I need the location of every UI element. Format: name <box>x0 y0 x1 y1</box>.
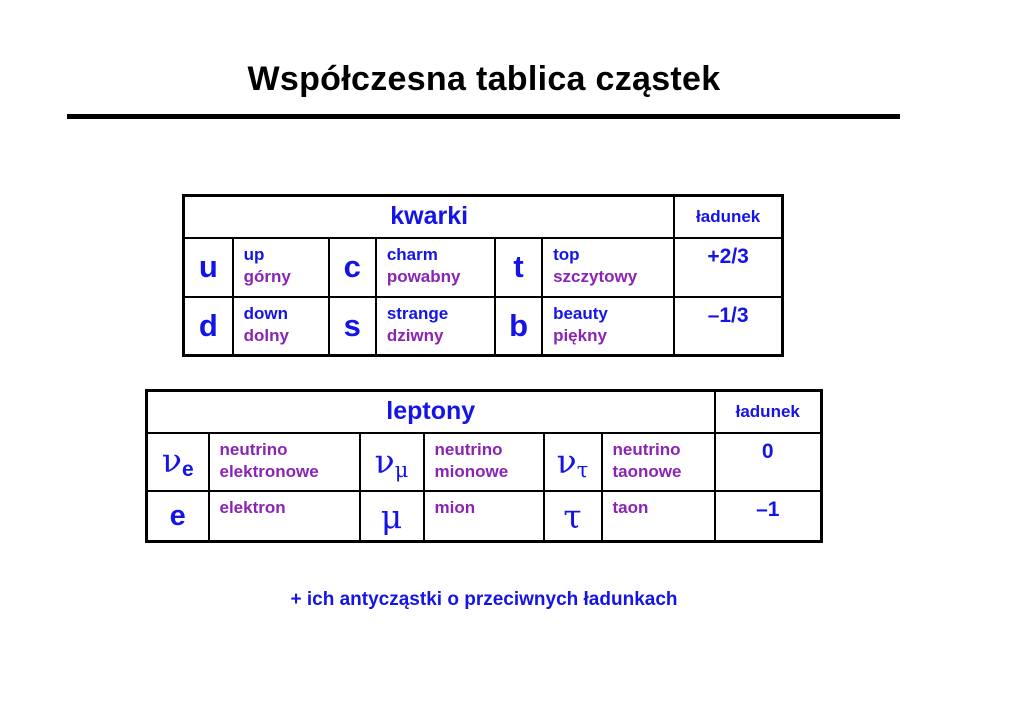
tau-neutrino-name <box>602 433 715 491</box>
antiparticles-note: + ich antycząstki o przeciwnych ładunkach <box>290 589 678 610</box>
nu-symbol: ν <box>556 441 577 481</box>
quark-name-en: down <box>243 303 288 323</box>
muon-neutrino-name <box>424 433 544 491</box>
quark-symbol-top: t <box>495 238 542 297</box>
quark-names-beauty <box>542 297 674 356</box>
symbol-subscript: μ <box>394 457 409 482</box>
neutrino-charge: 0 <box>715 433 822 491</box>
quark-names-strange <box>376 297 495 356</box>
quark-symbol-up: u <box>184 238 233 297</box>
nu-symbol: ν <box>161 441 182 481</box>
muon-neutrino-symbol <box>360 433 424 491</box>
quark-symbol-down: d <box>184 297 233 356</box>
quarks-header: kwarki <box>184 196 675 238</box>
quark-symbol-charm: c <box>329 238 376 297</box>
quark-name-en: top <box>553 244 580 264</box>
quark-names-down <box>233 297 329 356</box>
leptons-header: leptony <box>147 391 715 433</box>
lepton-name-line: mion <box>434 498 476 518</box>
quark-names-charm <box>376 238 495 297</box>
tau-symbol: τ <box>544 491 602 541</box>
electron-neutrino-name <box>209 433 360 491</box>
page-title: Współczesna tablica cząstek <box>247 60 721 98</box>
electron-name <box>209 491 360 541</box>
quark-name-pl: piękny <box>553 325 607 345</box>
quark-name-pl: szczytowy <box>553 266 638 286</box>
quark-name-en: strange <box>386 303 449 323</box>
quark-symbol-strange: s <box>329 297 376 356</box>
quark-name-en: beauty <box>553 303 608 323</box>
lepton-name-line: neutrino <box>219 439 288 459</box>
tau-neutrino-symbol <box>544 433 602 491</box>
leptons-table <box>145 389 823 543</box>
quark-name-en: up <box>243 244 265 264</box>
lepton-name-line: mionowe <box>434 461 509 481</box>
quark-row-down-type <box>184 297 783 356</box>
quark-charge-up-type: +2/3 <box>674 238 782 297</box>
tau-name <box>602 491 715 541</box>
quarks-charge-header: ładunek <box>674 196 782 238</box>
quark-name-pl: dolny <box>243 325 289 345</box>
leptons-charge-header: ładunek <box>715 391 822 433</box>
muon-symbol: μ <box>360 491 424 541</box>
quark-names-top <box>542 238 674 297</box>
lepton-row-charged <box>147 491 822 541</box>
quark-name-pl: dziwny <box>386 325 444 345</box>
lepton-name-line: taonowe <box>612 461 682 481</box>
lepton-name-line: neutrino <box>434 439 503 459</box>
quark-names-up <box>233 238 329 297</box>
quark-symbol-beauty: b <box>495 297 542 356</box>
charged-lepton-charge: –1 <box>715 491 822 541</box>
muon-name <box>424 491 544 541</box>
nu-symbol: ν <box>374 441 395 481</box>
electron-neutrino-symbol <box>147 433 209 491</box>
lepton-name-line: neutrino <box>612 439 681 459</box>
lepton-name-line: elektron <box>219 498 286 518</box>
lepton-row-neutrinos <box>147 433 822 491</box>
lepton-name-line: elektronowe <box>219 461 319 481</box>
quark-name-pl: górny <box>243 266 291 286</box>
title-divider <box>67 114 900 119</box>
quark-row-up-type <box>184 238 783 297</box>
symbol-subscript: e <box>181 458 194 482</box>
symbol-subscript: τ <box>576 457 589 482</box>
quark-name-en: charm <box>386 244 438 264</box>
lepton-name-line: taon <box>612 498 649 518</box>
quark-charge-down-type: –1/3 <box>674 297 782 356</box>
quarks-table <box>182 194 784 357</box>
electron-symbol: e <box>147 491 209 541</box>
quark-name-pl: powabny <box>386 266 461 286</box>
